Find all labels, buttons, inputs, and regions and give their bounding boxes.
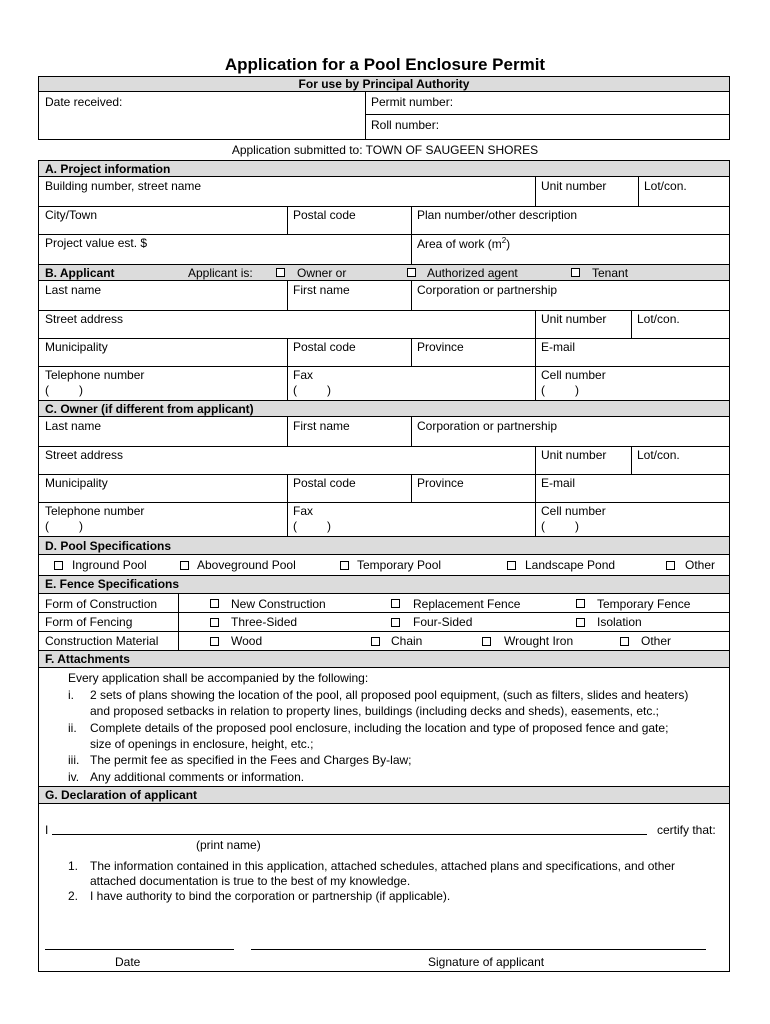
landscape-pond-label: Landscape Pond xyxy=(525,558,616,572)
c-cell-field[interactable]: Cell number xyxy=(541,504,606,518)
b-email-field[interactable]: E-mail xyxy=(541,340,576,354)
b-postal-field[interactable]: Postal code xyxy=(293,340,356,354)
c-lot-field[interactable]: Lot/con. xyxy=(637,448,680,462)
date-signature-line[interactable] xyxy=(45,949,234,950)
c-fax-field[interactable]: Fax xyxy=(293,504,314,518)
form-of-fencing-label: Form of Fencing xyxy=(45,615,133,629)
new-construction-checkbox[interactable] xyxy=(210,599,219,608)
b-first-name-field[interactable]: First name xyxy=(293,283,350,297)
certify-text: certify that: xyxy=(657,823,716,837)
chain-label: Chain xyxy=(391,634,423,648)
section-d-heading: D. Pool Specifications xyxy=(45,539,172,553)
attachment-num: i. xyxy=(68,688,74,702)
three-sided-label: Three-Sided xyxy=(231,615,298,629)
section-c-heading: C. Owner (if different from applicant) xyxy=(45,402,254,416)
owner-checkbox[interactable] xyxy=(276,268,285,277)
attachment-num: iii. xyxy=(68,753,80,767)
page-title: Application for a Pool Enclosure Permit xyxy=(224,55,546,74)
print-name-caption: (print name) xyxy=(196,838,261,852)
b-municipality-field[interactable]: Municipality xyxy=(45,340,108,354)
submitted-to: Application submitted to: TOWN OF SAUGEEN SHORES xyxy=(231,143,539,157)
declaration-i: I xyxy=(45,823,49,837)
tenant-checkbox[interactable] xyxy=(571,268,580,277)
c-telephone-paren: ( ) xyxy=(45,519,83,533)
date-received-field[interactable]: Date received: xyxy=(45,95,123,109)
four-sided-checkbox[interactable] xyxy=(391,618,400,627)
b-fax-field[interactable]: Fax xyxy=(293,368,314,382)
declaration-num: 2. xyxy=(68,889,79,903)
wood-label: Wood xyxy=(231,634,263,648)
section-b-heading: B. Applicant xyxy=(45,266,115,280)
temporary-fence-checkbox[interactable] xyxy=(576,599,585,608)
attachment-line: Complete details of the proposed pool enclosure, including the location and type of proposed fence and gate; xyxy=(90,721,669,735)
declaration-line: The information contained in this application, attached schedules, attached plans and specifications, and other xyxy=(90,859,676,873)
attachment-line: 2 sets of plans showing the location of the pool, all proposed pool equipment, (such as filters, slides and heaters) xyxy=(90,688,689,702)
landscape-pond-checkbox[interactable] xyxy=(507,561,516,570)
material-other-label: Other xyxy=(641,634,672,648)
wrought-iron-checkbox[interactable] xyxy=(482,637,491,646)
new-construction-label: New Construction xyxy=(231,597,326,611)
inground-pool-label: Inground Pool xyxy=(72,558,147,572)
declaration-line: I have authority to bind the corporation or partnership (if applicable). xyxy=(90,889,451,903)
wood-checkbox[interactable] xyxy=(210,637,219,646)
building-field[interactable]: Building number, street name xyxy=(45,179,202,193)
replacement-fence-label: Replacement Fence xyxy=(413,597,521,611)
project-value-field[interactable]: Project value est. $ xyxy=(45,236,148,250)
construction-material-label: Construction Material xyxy=(45,634,159,648)
b-corporation-field[interactable]: Corporation or partnership xyxy=(417,283,558,297)
b-cell-field[interactable]: Cell number xyxy=(541,368,606,382)
attachments-intro: Every application shall be accompanied by the following: xyxy=(68,671,369,685)
aboveground-pool-label: Aboveground Pool xyxy=(197,558,296,572)
c-corporation-field[interactable]: Corporation or partnership xyxy=(417,419,558,433)
declaration-num: 1. xyxy=(68,859,79,873)
attachment-num: iv. xyxy=(68,770,80,784)
attachment-line: The permit fee as specified in the Fees and Charges By-law; xyxy=(90,753,412,767)
roll-number-field[interactable]: Roll number: xyxy=(371,118,440,132)
city-field[interactable]: City/Town xyxy=(45,208,98,222)
date-caption: Date xyxy=(115,955,141,969)
chain-checkbox[interactable] xyxy=(371,637,380,646)
b-telephone-paren: ( ) xyxy=(45,383,83,397)
area-of-work-field[interactable]: Area of work $(m^2)$ xyxy=(417,236,511,251)
signature-caption: Signature of applicant xyxy=(428,955,545,969)
section-e-heading: E. Fence Specifications xyxy=(45,577,180,591)
c-last-name-field[interactable]: Last name xyxy=(45,419,102,433)
pool-other-checkbox[interactable] xyxy=(666,561,675,570)
b-last-name-field[interactable]: Last name xyxy=(45,283,102,297)
owner-label: Owner or xyxy=(297,266,347,280)
pool-other-label: Other xyxy=(685,558,716,572)
wrought-iron-label: Wrought Iron xyxy=(504,634,574,648)
inground-pool-checkbox[interactable] xyxy=(54,561,63,570)
attachment-line: Any additional comments or information. xyxy=(90,770,305,784)
attachment-line: and proposed setbacks in relation to property lines, buildings (including decks and sheds), easements, etc.; xyxy=(90,704,659,718)
section-f-heading: F. Attachments xyxy=(45,652,130,666)
c-fax-paren: ( ) xyxy=(293,519,331,533)
lot-field[interactable]: Lot/con. xyxy=(644,179,687,193)
permit-number-field[interactable]: Permit number: xyxy=(371,95,454,109)
c-postal-field[interactable]: Postal code xyxy=(293,476,356,490)
c-province-field[interactable]: Province xyxy=(417,476,464,490)
c-first-name-field[interactable]: First name xyxy=(293,419,350,433)
authority-heading: For use by Principal Authority xyxy=(298,77,470,91)
aboveground-pool-checkbox[interactable] xyxy=(180,561,189,570)
four-sided-label: Four-Sided xyxy=(413,615,473,629)
b-province-field[interactable]: Province xyxy=(417,340,464,354)
replacement-fence-checkbox[interactable] xyxy=(391,599,400,608)
material-other-checkbox[interactable] xyxy=(620,637,629,646)
unit-field[interactable]: Unit number xyxy=(541,179,607,193)
c-cell-paren: ( ) xyxy=(541,519,579,533)
attachment-num: ii. xyxy=(68,721,77,735)
declaration-line: attached documentation is true to the best of my knowledge. xyxy=(90,874,411,888)
isolation-checkbox[interactable] xyxy=(576,618,585,627)
b-street-field[interactable]: Street address xyxy=(45,312,124,326)
three-sided-checkbox[interactable] xyxy=(210,618,219,627)
c-municipality-field[interactable]: Municipality xyxy=(45,476,108,490)
temporary-pool-checkbox[interactable] xyxy=(340,561,349,570)
agent-checkbox[interactable] xyxy=(407,268,416,277)
c-street-field[interactable]: Street address xyxy=(45,448,124,462)
temporary-fence-label: Temporary Fence xyxy=(597,597,691,611)
b-cell-paren: ( ) xyxy=(541,383,579,397)
c-email-field[interactable]: E-mail xyxy=(541,476,576,490)
b-unit-field[interactable]: Unit number xyxy=(541,312,607,326)
isolation-label: Isolation xyxy=(597,615,642,629)
b-fax-paren: ( ) xyxy=(293,383,331,397)
section-g-heading: G. Declaration of applicant xyxy=(45,788,198,802)
postal-code-field[interactable]: Postal code xyxy=(293,208,356,222)
attachment-line: size of openings in enclosure, height, etc.; xyxy=(90,737,314,751)
agent-label: Authorized agent xyxy=(427,266,518,280)
tenant-label: Tenant xyxy=(592,266,629,280)
c-unit-field[interactable]: Unit number xyxy=(541,448,607,462)
b-telephone-field[interactable]: Telephone number xyxy=(45,368,145,382)
applicant-signature-line[interactable] xyxy=(251,949,706,950)
form-of-construction-label: Form of Construction xyxy=(45,597,158,611)
plan-number-field[interactable]: Plan number/other description xyxy=(417,208,578,222)
section-a-heading: A. Project information xyxy=(45,162,171,176)
b-lot-field[interactable]: Lot/con. xyxy=(637,312,680,326)
c-telephone-field[interactable]: Telephone number xyxy=(45,504,145,518)
temporary-pool-label: Temporary Pool xyxy=(357,558,442,572)
applicant-is-label: Applicant is: xyxy=(188,266,253,280)
print-name-field[interactable] xyxy=(52,834,647,835)
